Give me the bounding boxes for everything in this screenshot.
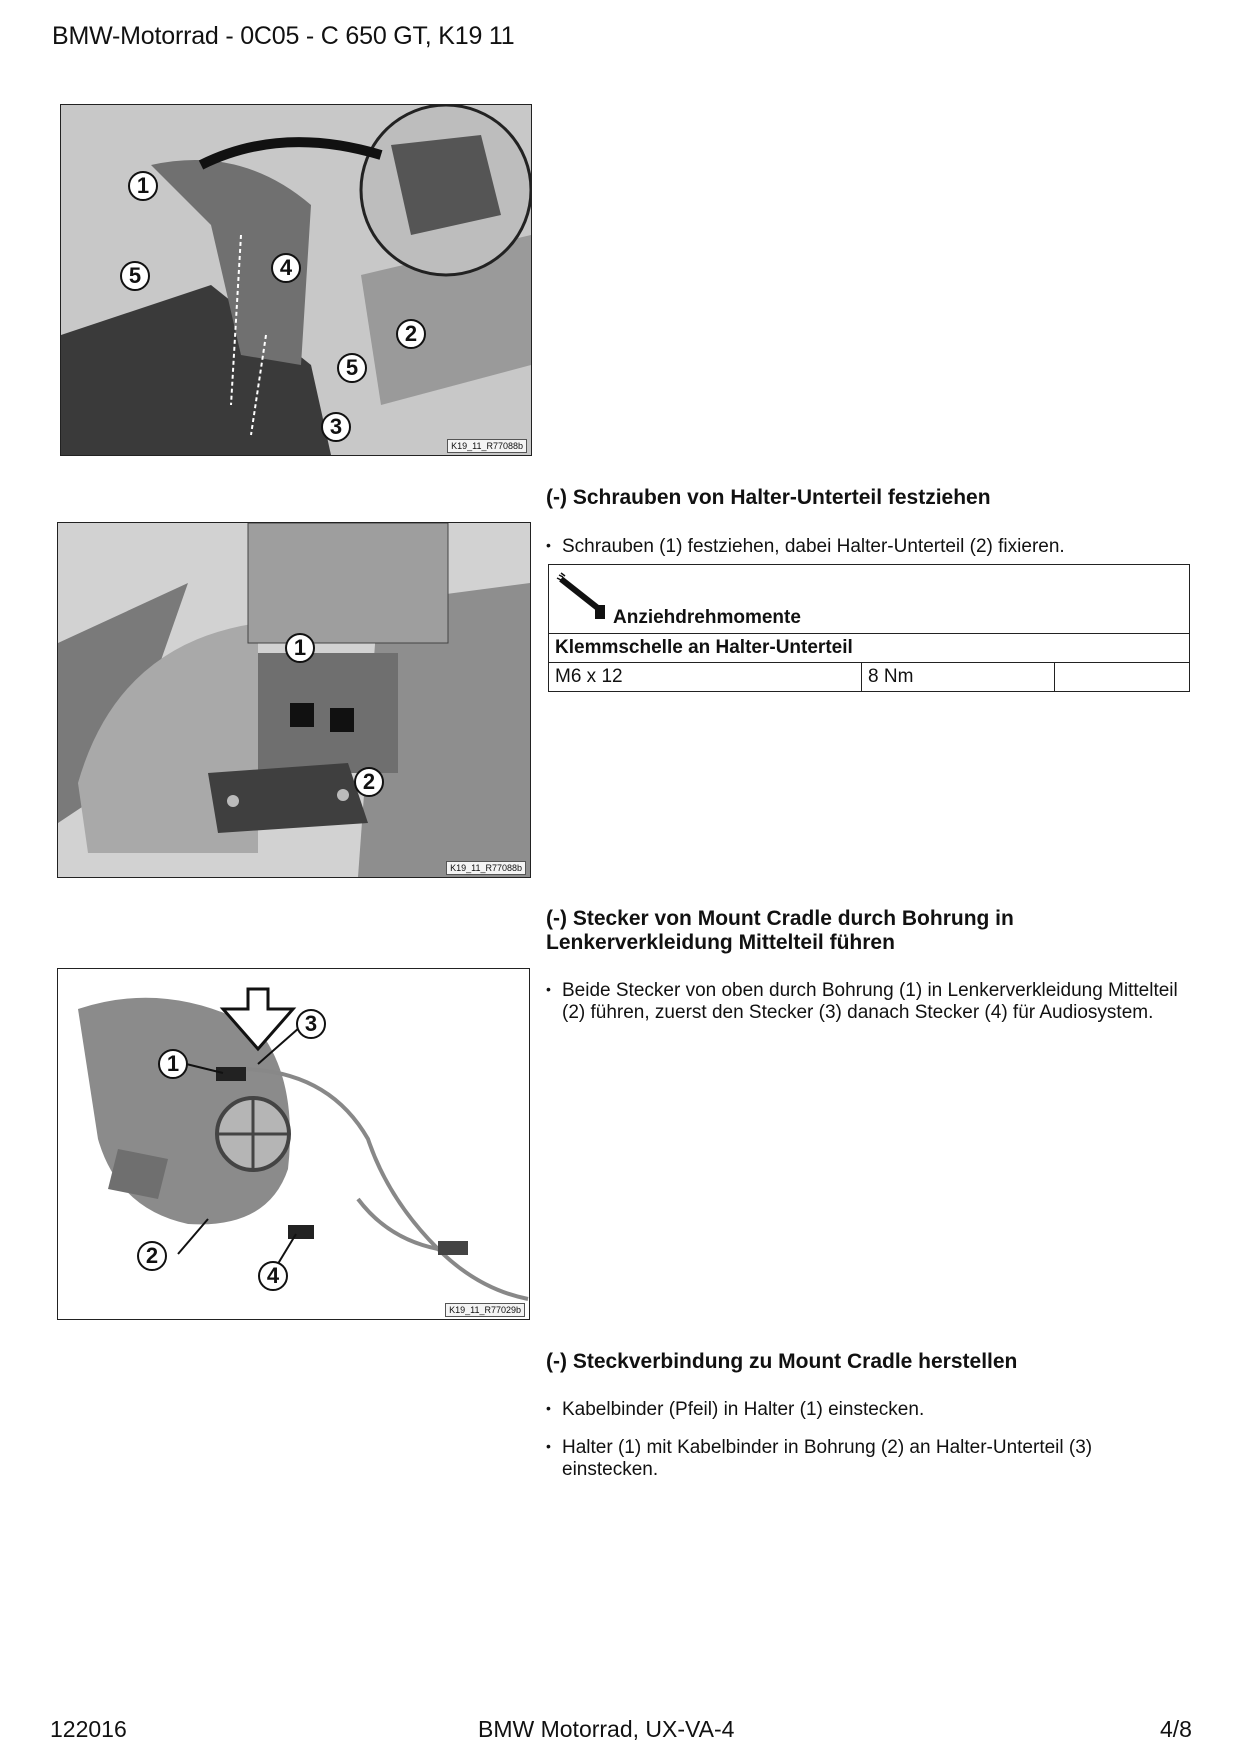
- callout: 5: [337, 353, 367, 383]
- bullet-dot-icon: •: [546, 537, 551, 553]
- figure-id: K19_11_R77029b: [445, 1303, 525, 1317]
- step-bullet: [546, 980, 1202, 1024]
- footer-source: BMW Motorrad, UX-VA-4: [478, 1716, 735, 1742]
- bullet-text: Beide Stecker von oben durch Bohrung (1) in Lenkerverkleidung Mittelteil (2) führen, zuerst den Stecker (3) danach Stecker (4) für Audiosystem.: [562, 980, 1178, 1023]
- bullet-text: Kabelbinder (Pfeil) in Halter (1) einstecken.: [562, 1399, 925, 1420]
- callout: 1: [158, 1049, 188, 1079]
- bullet-dot-icon: •: [546, 981, 551, 997]
- callout: 3: [321, 412, 351, 442]
- callout: 5: [120, 261, 150, 291]
- callout: 2: [396, 319, 426, 349]
- step-bullet: [546, 1399, 1202, 1421]
- torque-section: Klemmschelle an Halter-Unterteil: [549, 634, 1190, 663]
- torque-table-header: [549, 565, 1190, 634]
- table-row: [549, 663, 1190, 692]
- figure-2-illustration: [58, 523, 530, 877]
- callout: 4: [271, 253, 301, 283]
- callout: 1: [128, 171, 158, 201]
- step-title: [546, 907, 1014, 955]
- torque-wrench-icon: [555, 571, 611, 623]
- step-bullet: [546, 536, 1202, 558]
- figure-id: K19_11_R77088b: [447, 439, 527, 453]
- bullet-dot-icon: •: [546, 1400, 551, 1416]
- torque-spec: M6 x 12: [549, 663, 862, 692]
- step-bullet: [546, 1437, 1182, 1481]
- step-title-line: Lenkerverkleidung Mittelteil führen: [546, 931, 895, 954]
- bullet-dot-icon: •: [546, 1438, 551, 1454]
- step-title: (-) Steckverbindung zu Mount Cradle herstellen: [546, 1350, 1018, 1373]
- footer-date: 122016: [50, 1716, 127, 1742]
- callout: 2: [137, 1241, 167, 1271]
- figure-1: [60, 104, 532, 456]
- torque-note: [1055, 663, 1190, 692]
- figure-3: [57, 968, 530, 1320]
- figure-3-illustration: [58, 969, 529, 1319]
- callout: 4: [258, 1261, 288, 1291]
- step-title: (-) Schrauben von Halter-Unterteil festziehen: [546, 486, 991, 509]
- callout: 2: [354, 767, 384, 797]
- torque-heading: Anziehdrehmomente: [613, 607, 801, 628]
- page-header: BMW-Motorrad - 0C05 - C 650 GT, K19 11: [52, 22, 515, 50]
- bullet-text: Halter (1) mit Kabelbinder in Bohrung (2) an Halter-Unterteil (3) einstecken.: [562, 1437, 1093, 1480]
- figure-2: [57, 522, 531, 878]
- torque-value: 8 Nm: [862, 663, 1055, 692]
- figure-id: K19_11_R77088b: [446, 861, 526, 875]
- callout: 1: [285, 633, 315, 663]
- torque-table: [548, 564, 1190, 692]
- step-title-line: (-) Stecker von Mount Cradle durch Bohrung in: [546, 907, 1014, 930]
- callout: 3: [296, 1009, 326, 1039]
- footer-page-number: 4/8: [1160, 1716, 1192, 1742]
- bullet-text: Schrauben (1) festziehen, dabei Halter-Unterteil (2) fixieren.: [562, 536, 1065, 557]
